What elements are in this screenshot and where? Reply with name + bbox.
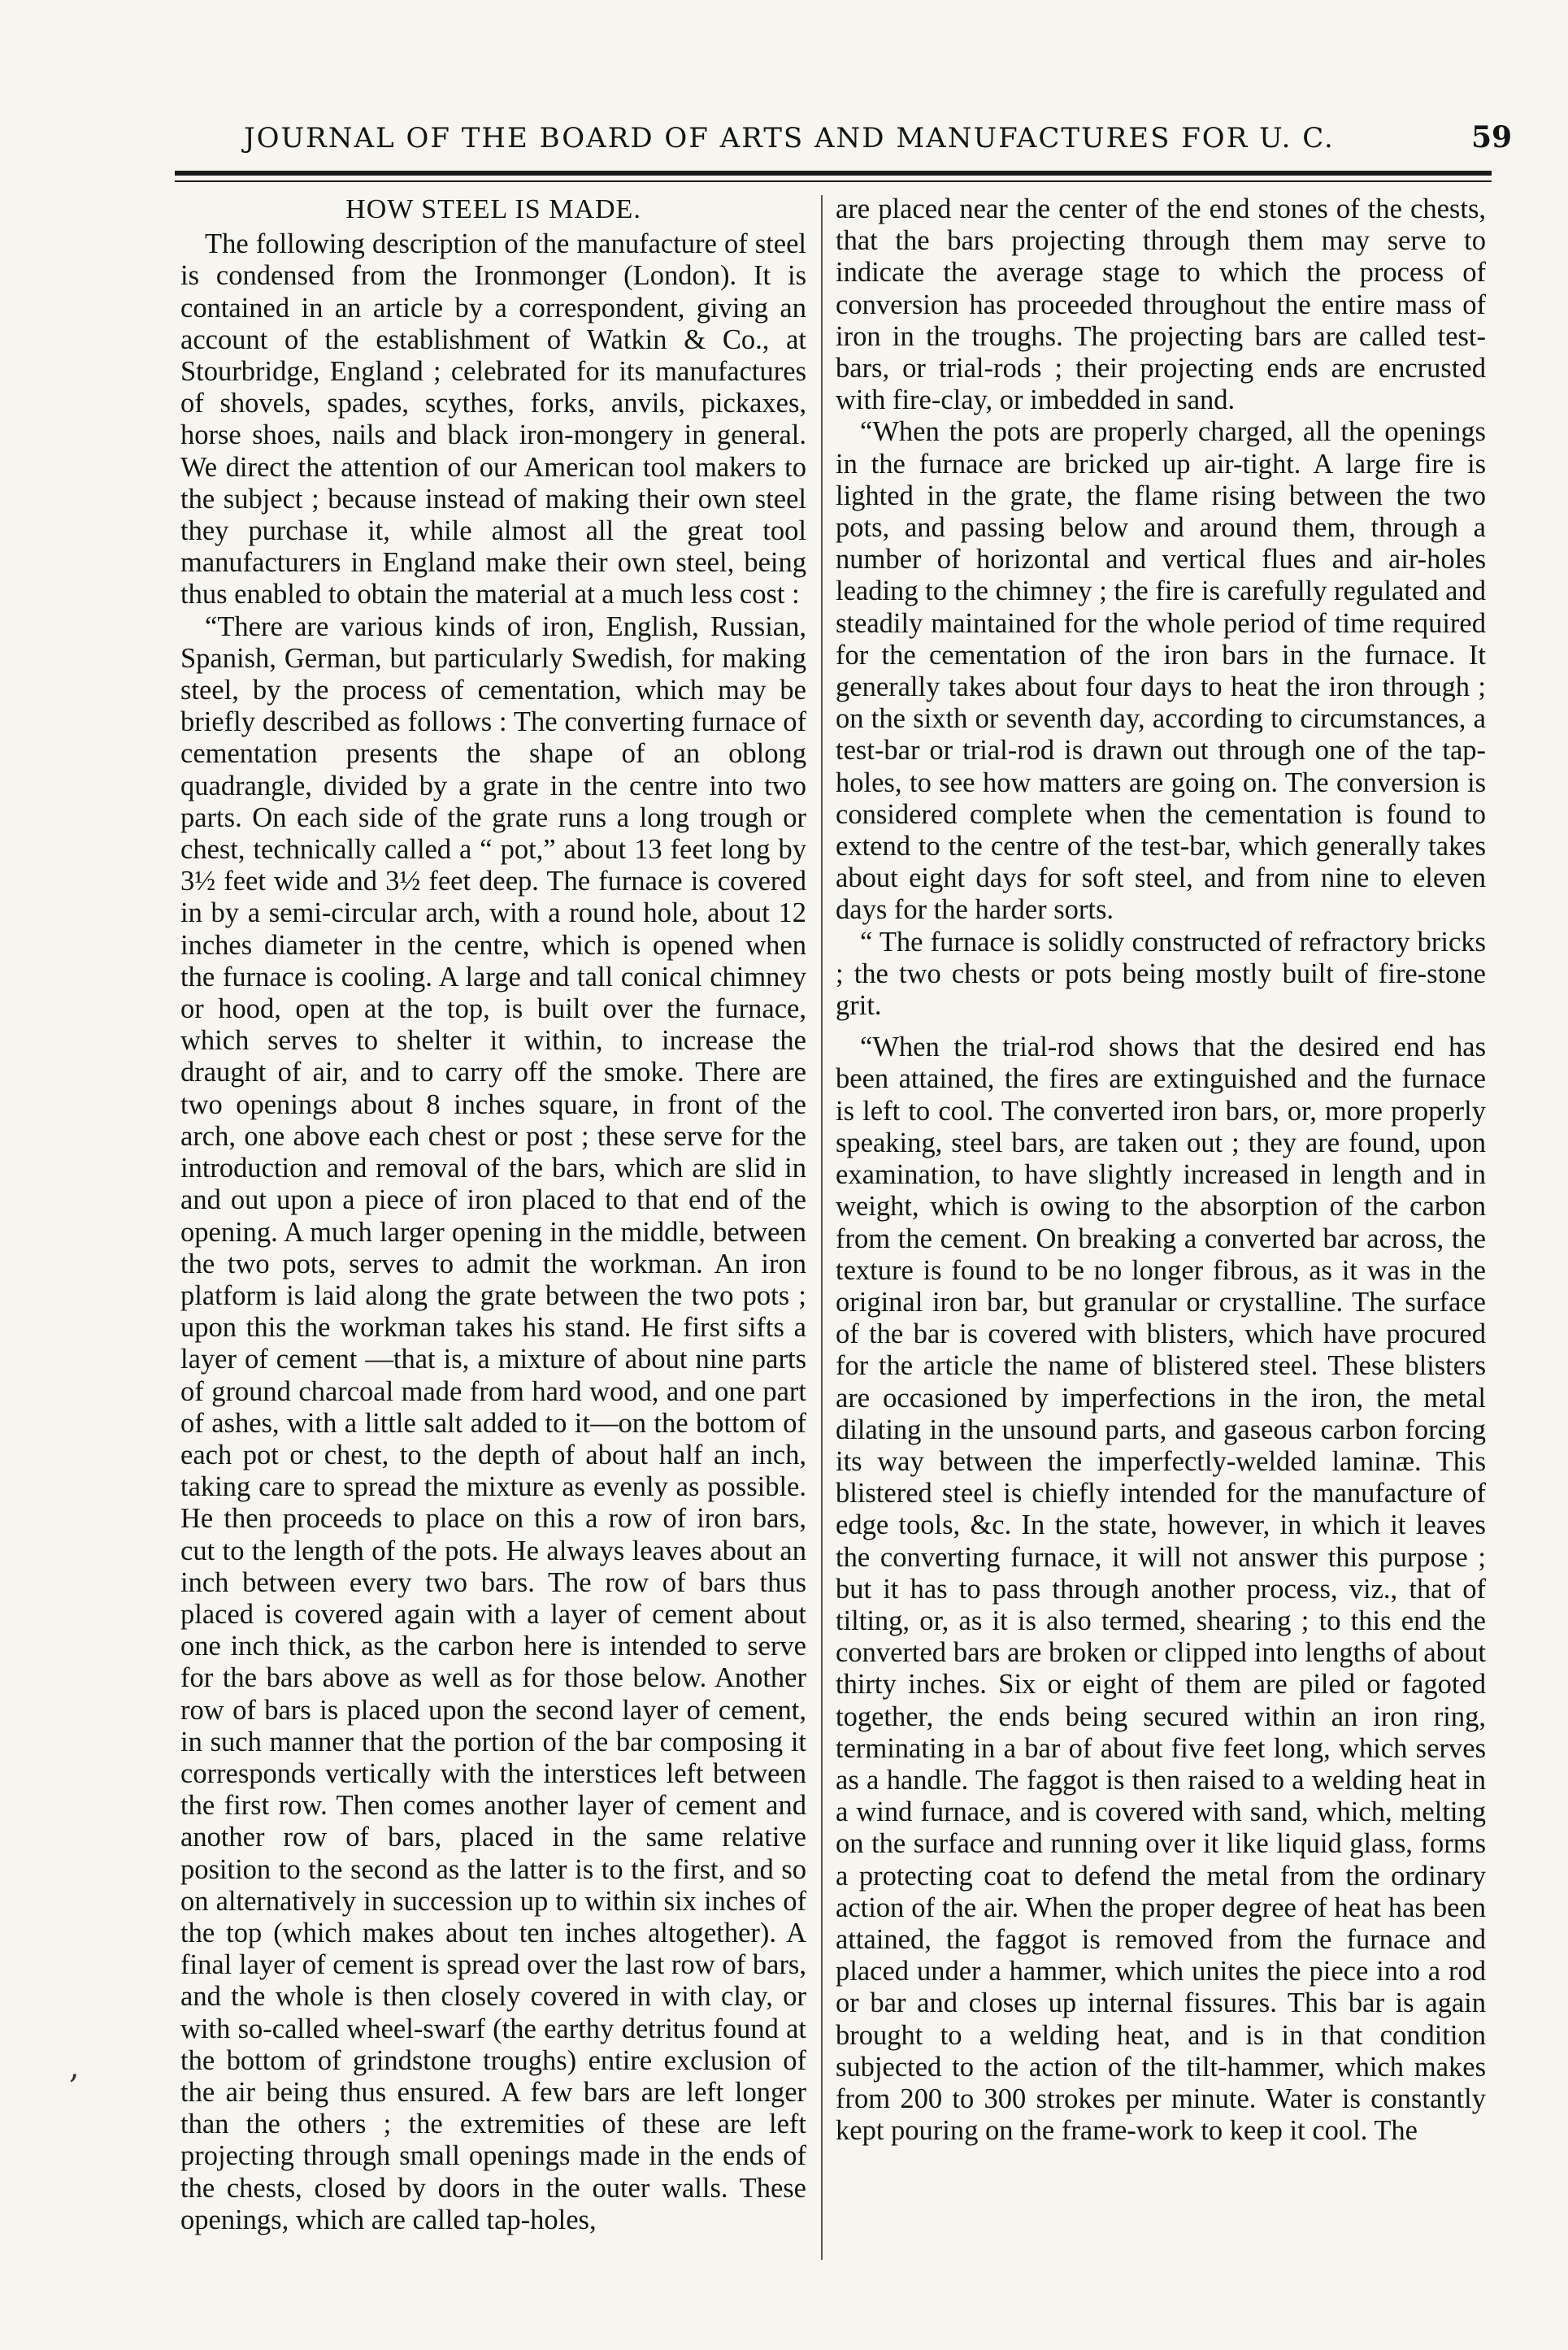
margin-mark: , bbox=[69, 2048, 80, 2086]
column-divider bbox=[821, 195, 823, 2260]
article-title: HOW STEEL IS MADE. bbox=[345, 194, 641, 224]
article-paragraph: are placed near the center of the end stones of the chests, that the bars projecting through them may serve to indicate the average stage to which the process of conversion has proceeded throughout the entire mass of iron in the troughs. The projecting bars are called test-bars, or trial-rods ; their projecting ends are encrusted with fire-clay, or imbedded in sand. bbox=[836, 193, 1486, 416]
left-column bbox=[180, 193, 806, 2236]
article-paragraph: “When the pots are properly charged, all the openings in the furnace are bricked up air-tight. A large fire is lighted in the grate, the flame rising between the two pots, and passing below and around them, through a number of horizontal and vertical flues and air-holes leading to the chimney ; the fire is carefully regulated and steadily maintained for the whole period of time required for the cementation of the iron bars in the furnace. It generally takes about four days to heat the iron through ; on the sixth or seventh day, according to circumstances, a test-bar or trial-rod is drawn out through one of the tap-holes, to see how matters are going on. The conversion is considered complete when the cementation is found to extend to the centre of the test-bar, which generally takes about eight days for soft steel, and from nine to eleven days for the harder sorts. bbox=[836, 416, 1486, 926]
right-column bbox=[836, 193, 1486, 2147]
article-paragraph: The following description of the manufacture of steel is condensed from the Ironmonger (London). It is contained in an article by a correspondent, giving an account of the establishment of Watkin & Co., at Stourbridge, England ; celebrated for its manufactures of shovels, spades, scythes, forks, anvils, pickaxes, horse shoes, nails and black iron-mongery in general. We direct the attention of our American tool makers to the subject ; because instead of making their own steel they purchase it, while almost all the great tool manufacturers in England make their own steel, being thus enabled to obtain the material at a much less cost : bbox=[180, 228, 806, 610]
running-head: JOURNAL OF THE BOARD OF ARTS AND MANUFACTURES FOR U. C. bbox=[244, 122, 1335, 154]
article-paragraph: “There are various kinds of iron, English, Russian, Spanish, German, but particularly Swedish, for making steel, by the process of cementation, which may be briefly described as follows : The converting furnace of cementation presents the shape of an oblong quadrangle, divided by a grate in the centre into two parts. On each side of the grate runs a long trough or chest, technically called a “ pot,” about 13 feet long by 3½ feet wide and 3½ feet deep. The furnace is covered in by a semi-circular arch, with a round hole, about 12 inches diameter in the centre, which is opened when the furnace is cooling. A large and tall conical chimney or hood, open at the top, is built over the furnace, which serves to shelter it within, to increase the draught of air, and to carry off the smoke. There are two openings about 8 inches square, in front of the arch, one above each chest or post ; these serve for the introduction and removal of the bars, which are slid in and out upon a piece of iron placed to that end of the opening. A much larger opening in the middle, between the two pots, serves to admit the workman. An iron platform is laid along the grate between the two pots ; upon this the workman takes his stand. He first sifts a layer of cement —that is, a mixture of about nine parts of ground charcoal made from hard wood, and one part of ashes, with a little salt added to it—on the bottom of each pot or chest, to the depth of about half an inch, taking care to spread the mixture as evenly as possible. He then proceeds to place on this a row of iron bars, cut to the length of the pots. He always leaves about an inch between every two bars. The row of bars thus placed is covered again with a layer of cement about one inch thick, as the carbon here is intended to serve for the bars above as well as for those below. Another row of bars is placed upon the second layer of cement, in such manner that the portion of the bar composing it corresponds vertically with the interstices left between the first row. Then comes another layer of cement and another row of bars, placed in the same relative position to the second as the latter is to the first, and so on alternatively in succession up to within six inches of the top (which makes about ten inches altogether). A final layer of cement is spread over the last row of bars, and the whole is then closely covered in with clay, or with so-called wheel-swarf (the earthy detritus found at the bottom of grindstone troughs) entire exclusion of the air being thus ensured. A few bars are left longer than the others ; the extremities of these are left projecting through small openings made in the ends of the chests, closed by doors in the outer walls. These openings, which are called tap-holes, bbox=[180, 610, 806, 2235]
header-rule-thick bbox=[175, 171, 1492, 176]
article-paragraph: “When the trial-rod shows that the desired end has been attained, the fires are extinguished and the furnace is left to cool. The converted iron bars, or, more properly speaking, steel bars, are taken out ; they are found, upon examination, to have slightly increased in length and in weight, which is owing to the absorption of the carbon from the cement. On breaking a converted bar across, the texture is found to be no longer fibrous, as it was in the original iron bar, but granular or crystalline. The surface of the bar is covered with blisters, which have procured for the article the name of blistered steel. These blisters are occasioned by imperfections in the iron, the metal dilating in the unsound parts, and gaseous carbon forcing its way between the imperfectly-welded laminæ. This blistered steel is chiefly intended for the manufacture of edge tools, &c. In the state, however, in which it leaves the converting furnace, it will not answer this purpose ; but it has to pass through another process, viz., that of tilting, or, as it is also termed, shearing ; to this end the converted bars are broken or clipped into lengths of about thirty inches. Six or eight of them are piled or fagoted together, the ends being secured within an iron ring, terminating in a bar of about five feet long, which serves as a handle. The faggot is then raised to a welding heat in a wind furnace, and is covered with sand, which, melting on the surface and running over it like liquid glass, forms a protecting coat to defend the metal from the ordinary action of the air. When the proper degree of heat has been attained, the faggot is removed from the furnace and placed under a hammer, which unites the piece into a rod or bar and closes up internal fissures. This bar is again brought to a welding heat, and is in that condition subjected to the action of the tilt-hammer, which makes from 200 to 300 strokes per minute. Water is constantly kept pouring on the frame-work to keep it cool. The bbox=[836, 1032, 1486, 2147]
article-paragraph: “ The furnace is solidly constructed of refractory bricks ; the two chests or pots being mostly built of fire-stone grit. bbox=[836, 926, 1486, 1022]
header-rule-thin bbox=[175, 180, 1492, 182]
page-number: 59 bbox=[1471, 120, 1513, 154]
